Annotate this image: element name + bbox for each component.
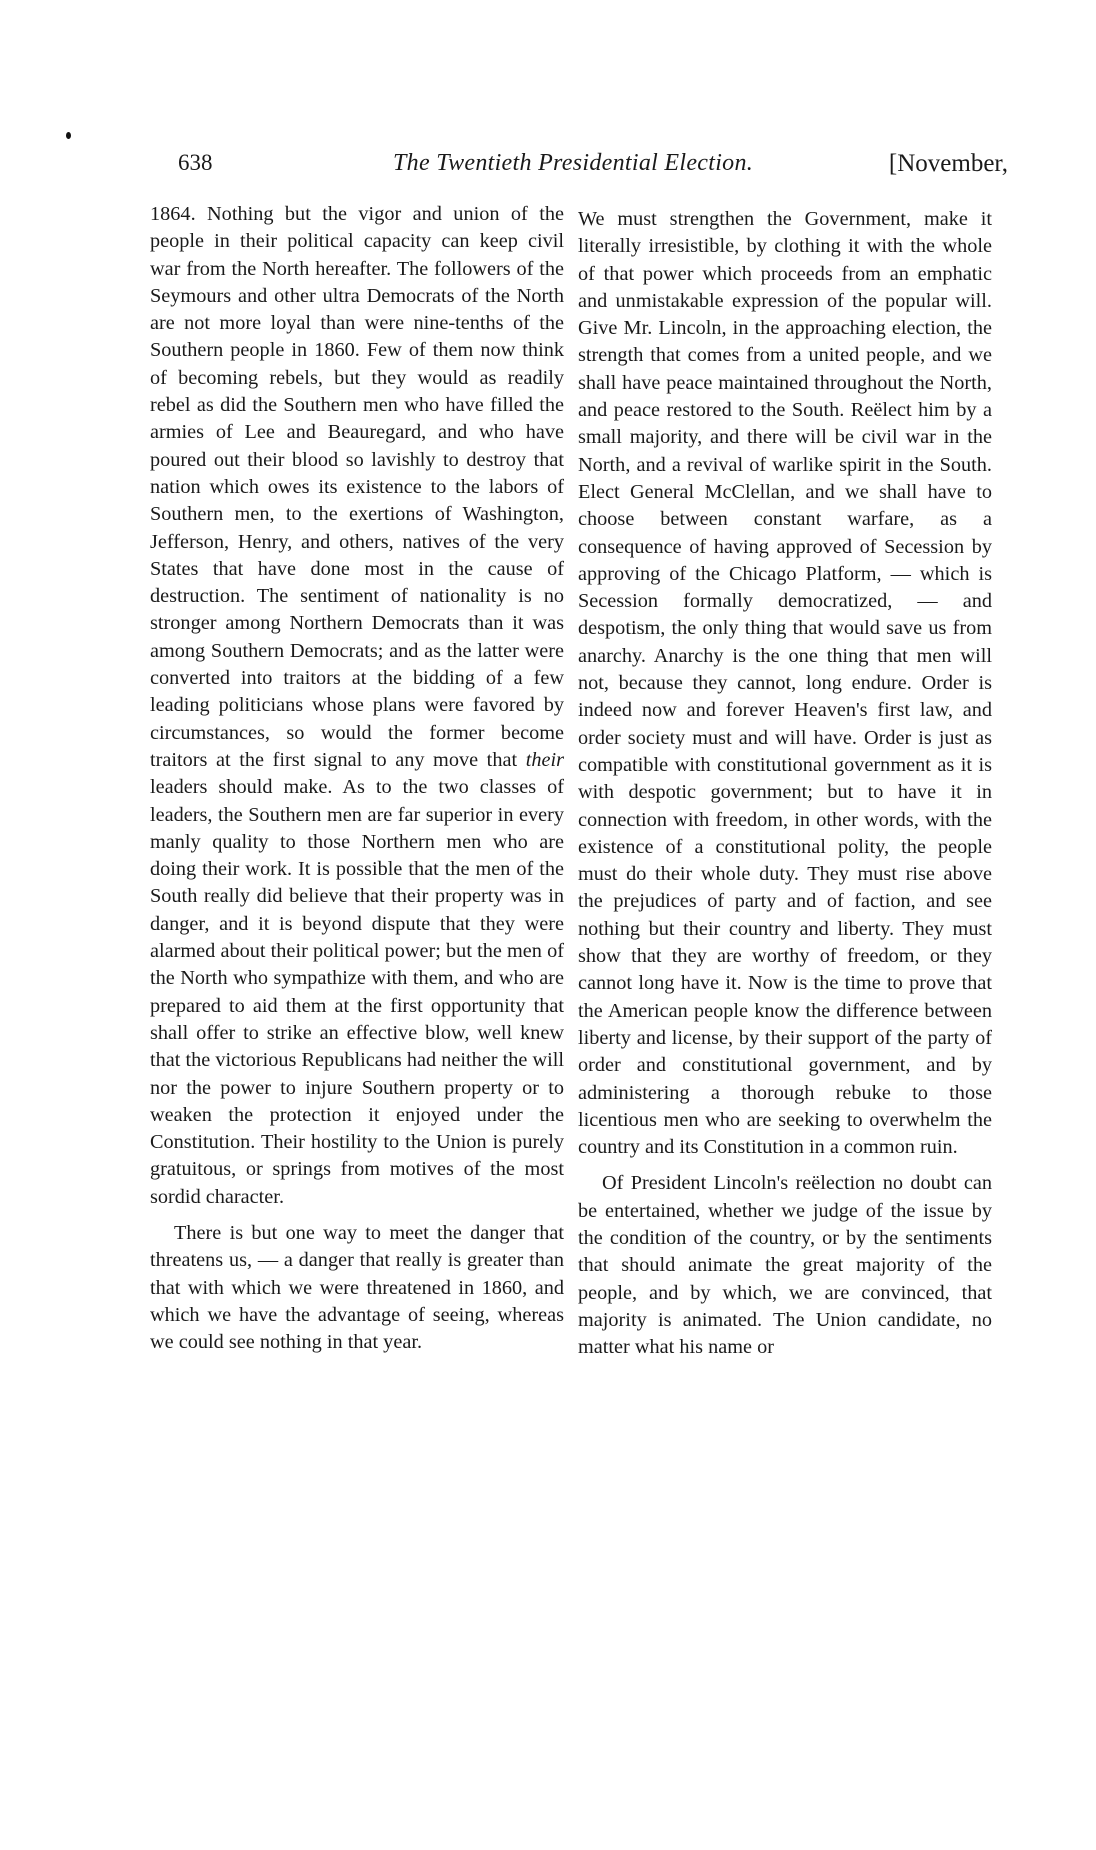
left-paragraph-1-text: 1864. Nothing but the vigor and union of the people in their political capacity can keep civil war from the North hereafter. The followers of the Seymours and other ultra Democrats of the North are not more loyal than were nine-tenths of the Southern people in 1860. Few of them now think of becoming rebels, but they would as readily rebel as did the Southern men who have filled the armies of Lee and Beauregard, and who have poured out their blood so lavishly to destroy that nation which owes its existence to the labors of Southern men, to the exertions of Washington, Jefferson, Henry, and others, natives of the very States that have done most in the cause of destruction. The sentiment of nationality is no stronger among Northern Democrats than it was among Southern Democrats; and as the latter were converted into traitors at the bidding of a few leading politicians whose plans were favored by circumstances, so would the former become traitors at the first signal to any move that [150, 203, 564, 771]
left-paragraph-2: There is but one way to meet the danger that threatens us, — a danger that really is greater than that with which we were threatened in 1860, and which we have the advantage of seeing, whereas we could see nothing in that year. [150, 1221, 564, 1354]
running-month: [November, [888, 150, 1008, 177]
emphasis-their: their [525, 748, 564, 771]
left-paragraph-1-end: leaders should make. As to the two classes of leaders, the Southern men are far superior in every manly quality to those Northern men who are doing their work. It is possible that the men of the South really did believe that their property was in danger, and it is beyond dispute that they were alarmed about their political power; but the men of the North who sympathize with them, and who are prepared to aid them at the first opportunity that shall offer to strike an effective blow, well knew that the victorious Republicans had neither the will nor the power to injure Southern property or to weaken the protection it enjoyed under the Constitution. Their hostility to the Union is purely gratuitous, or springs from motives of the most sordid character. [150, 776, 564, 1208]
running-header [178, 150, 1008, 190]
right-column [578, 206, 992, 1361]
left-column [150, 201, 564, 1356]
right-paragraph-1: We must strengthen the Government, make it literally irresistible, by clothing it with the whole of that power which proceeds from an emphatic and unmistakable expression of the popular will. Give Mr. Lincoln, in the approaching election, the strength that comes from a united people, and we shall have peace maintained throughout the North, and peace restored to the South. Reëlect him by a small majority, and there will be civil war in the North, and a revival of warlike spirit in the South. Elect General McClellan, and we shall have to choose between constant warfare, as a consequence of having approved of Secession by approving of the Chicago Platform, — which is Secession formally democratized, — and despotism, the only thing that would save us from anarchy. Anarchy is the one thing that men will not, because they cannot, long endure. Order is indeed now and forever Heaven's first law, and order society must and will have. Order is just as compatible with constitutional government as it is with despotic government; but to have it in connection with freedom, in other words, with the existence of a constitutional polity, the people must do their whole duty. They must rise above the prejudices of party and of faction, and see nothing but their country and liberty. They must show that they are worthy of freedom, or they cannot long have it. Now is the time to prove that the American people know the difference between liberty and license, by their support of the party of order and constitutional government, and by administering a thorough rebuke to those licentious men who are seeking to overwhelm the country and its Constitution in a common ruin. [578, 208, 992, 1159]
page-number: 638 [178, 150, 213, 175]
running-title: The Twentieth Presidential Election. [393, 150, 754, 176]
margin-mark [66, 132, 71, 139]
left-paragraph-1 [150, 201, 564, 1211]
right-paragraph-2: Of President Lincoln's reëlection no doubt can be entertained, whether we judge of the issue by the condition of the country, or by the sentiments that should animate the great majority of the people, and by which, we are convinced, that majority is animated. The Union candidate, no matter what his name or [578, 1172, 992, 1359]
